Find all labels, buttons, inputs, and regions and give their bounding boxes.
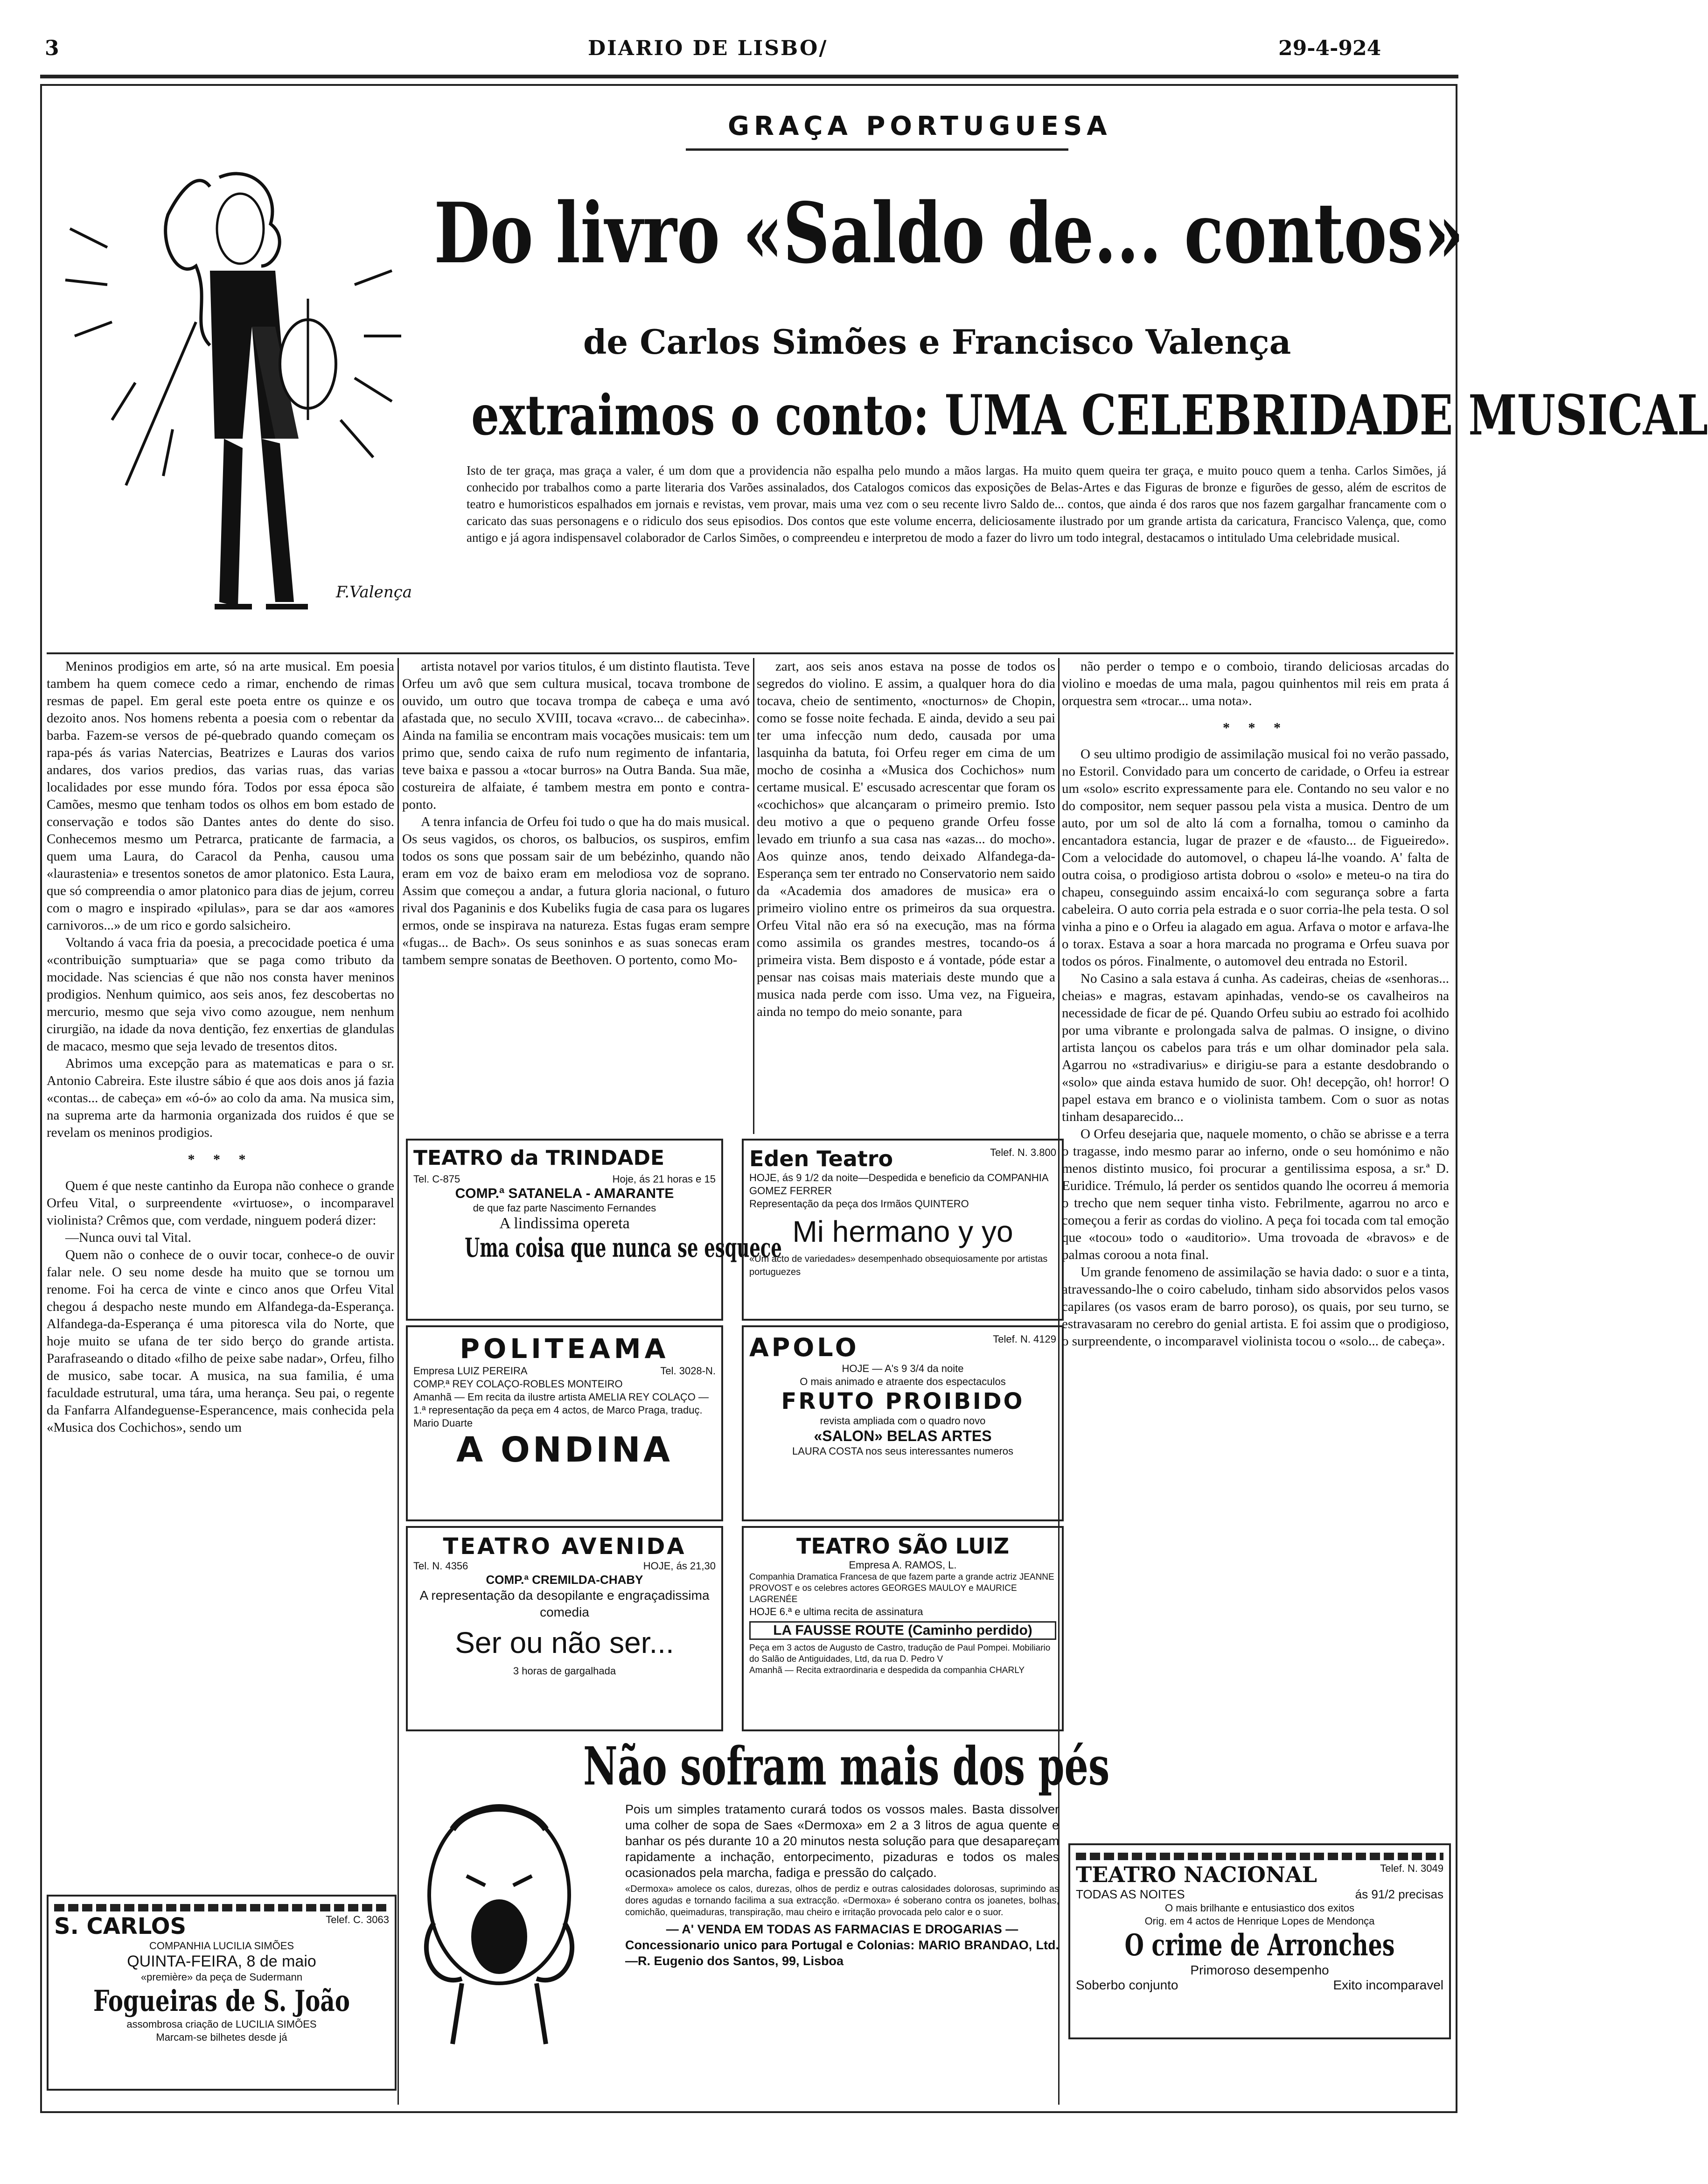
ad-teatro-trindade xyxy=(406,1139,782,1321)
column-1-paragraph: Meninos prodigios em arte, só na arte musical. Em poesia tambem ha quem comece cedo a rimar, enchendo de rimas resmas de papel. Em geral este poeta entre os quinze e os dezoito anos. Nos homens rebenta a poesia com o rebentar da barba. Fazem-se versos de pé-quebrado quando começam os rapa-pés ás varias Natercias, Beatrizes e Lauras dos varios andares, dos varios predios, das varias ruas, das varias localidades por esse mundo fóra. Todos por essa época são Camões, mesmo que tenham todos os olhos em bom estado de conservação e todos são Dantes antes do dente do siso. Conhecemos mesmo um Petrarca, praticante de farmacia, a quem uma Laura, do Caracol da Penha, causou uma «laurastenia» e tresentos sonetos de amor platonico. Esta Laura, que só compreendia o amor platonico para dias de jejum, correu com o magro e inspirado «pilulas», para se dar aos «amores carnivoros...» de um rico e gordo salsicheiro. xyxy=(47,659,394,933)
ad-teatro-nacional xyxy=(1068,1843,1451,2039)
section-break: * * * xyxy=(188,1152,253,1167)
ad-body: Pois um simples tratamento curará todos os vossos males. Basta dissolver uma colher de sopa de Saes «Dermoxa» em 2 a 3 litros de agua quente e banhar os pés durante 10 a 20 minutos nesta solução para que desapareçam rapidamente a inchação, entorpecimento, pizaduras e todos os males ocasionados pela marcha, fadiga e pressão do calçado. xyxy=(625,1802,1059,1880)
intro-rule xyxy=(47,652,1454,654)
ad-line: revista ampliada com o quadro novo xyxy=(820,1415,986,1427)
decorative-border xyxy=(54,1904,389,1911)
ad-title: TEATRO da TRINDADE xyxy=(413,1146,665,1170)
ad-line: Exito incomparavel xyxy=(1333,1978,1443,1992)
ad-title: S. CARLOS xyxy=(54,1913,187,1939)
ad-line: «première» da peça de Sudermann xyxy=(140,1971,303,1983)
ad-line: Primoroso desempenho xyxy=(1190,1963,1329,1977)
decorative-border xyxy=(1076,1853,1443,1860)
ad-show-title: Mi hermano y yo xyxy=(792,1215,1013,1248)
column-1 xyxy=(47,658,394,2095)
illustration-signature: F.Valença xyxy=(336,583,412,602)
header-rule xyxy=(40,75,1458,78)
headline: Do livro «Saldo de... contos» xyxy=(434,184,1464,282)
ad-line: HOJE — A's 9 3/4 da noite xyxy=(842,1363,964,1374)
ad-line: O mais animado e atraente dos espectaculos xyxy=(800,1376,1006,1387)
ad-sao-carlos xyxy=(47,1895,397,2091)
column-1-paragraph: Abrimos uma excepção para as matematicas e para o sr. Antonio Cabreira. Este ilustre sábio é que aos dois anos já fazia «contas... de cabeça» em «ó-ó» ao colo da ama. Na musica sim, na suprema arte da harmonia organizada dos ruidos é que se revelam os meninos prodigios. xyxy=(47,1056,394,1140)
ad-phone: Telef. N. 3049 xyxy=(1380,1862,1443,1874)
ad-line: Empresa A. RAMOS, L. xyxy=(849,1559,957,1571)
ad-credit: de que faz parte Nascimento Fernandes xyxy=(473,1202,656,1214)
column-4-paragraph: não perder o tempo e o comboio, tirando deliciosas arcadas do violino e moedas de uma mala, pagou quinhentos mil reis em prata á orquestra sem «trocar... uma nota». xyxy=(1062,659,1449,708)
column-3-paragraph: zart, aos seis anos estava na posse de todos os segredos do violino. E assim, a qualquer hora do dia tocava, cheio de sentimento, «nocturnos» de Chopin, como se fosse noite fechada. E ainda, devido a seu pai ter uma infecção num dedo, causada por uma lasquinha da batuta, foi Orfeu reger em cima de um mocho de cosinha a «Musica dos Cochichos» num certame musical. E' escusado acrescentar que foram os «cochichos» que alcançaram o primeiro premio. Isto deu motivo a que o pequeno grande Orfeu fosse levado em triunfo a sua casa nas «azas... do mocho». Aos quinze anos, tendo deixado Alfandega-da-Esperança sem ter entrado no Conservatorio nem saido da «Academia dos amadores de musica» era o primeiro violino entre os primeiros da sua orquestra. Orfeu Vital não era só na execução, mas na fórma como assimila os grandes mestres, tocando-os á primeira vista. Bem disposto e á vontade, póde estar a pensar nas coisas mais materiais deste mundo que a musica nada perde com isso. Uma vez, na Figueira, ainda no tempo do meio sonante, para xyxy=(757,659,1055,1019)
column-3 xyxy=(757,658,1055,1134)
ad-eden-teatro xyxy=(742,1139,1064,1321)
column-4-paragraph: No Casino a sala estava á cunha. As cadeiras, cheias de «senhoras... cheias» e magras, estavam apinhadas, vendo-se os cavalheiros na necessidade de ficar de pé. Quando Orfeu subiu ao estrado foi acolhido por uma vibrante e prolongada salva de palmas. O insigne, o divino artista lançou os cabelos para trás e um olhar dominador pela sala. Agarrou no «stradivarius» e dirigiu-se para a estante desdobrando o «solo» que ainda estava humido de suor. Oh! decepção, oh! horror! O papel estava em branco e o violinista tambem. Com o suor as notas tinham desaparecido... xyxy=(1062,971,1449,1124)
ad-description: A representação da desopilante e engraçadissima comedia xyxy=(419,1588,710,1619)
ad-teatro-avenida xyxy=(406,1526,723,1731)
ad-show-title: LA FAUSSE ROUTE (Caminho perdido) xyxy=(749,1621,1056,1640)
ad-line: COMP.ª REY COLAÇO-ROBLES MONTEIRO xyxy=(413,1378,623,1390)
ad-phone: Telef. C. 3063 xyxy=(326,1914,389,1925)
section-title-rule xyxy=(686,148,1068,151)
ad-phone: Tel. N. 4356 xyxy=(413,1560,468,1572)
ad-line: Marcam-se bilhetes desde já xyxy=(156,2031,287,2043)
ad-company: COMP.ª SATANELA - AMARANTE xyxy=(455,1186,674,1201)
ad-line: assombrosa criação de LUCILIA SIMÕES xyxy=(126,2018,317,2030)
column-4 xyxy=(1062,658,1449,1839)
ad-sales-note: — A' VENDA EM TODAS AS FARMACIAS E DROGARIAS — xyxy=(666,1922,1018,1936)
ad-line: HOJE, ás 9 1/2 da noite—Despedida e beneficio da COMPANHIA GOMEZ FERRER xyxy=(749,1172,1048,1197)
ad-apolo xyxy=(742,1325,1064,1521)
byline: de Carlos Simões e Francisco Valença xyxy=(583,322,1291,362)
ad-show-title: Uma coisa que nunca se esquece xyxy=(465,1232,782,1263)
ad-title: POLITEAMA xyxy=(460,1333,669,1365)
ad-title: APOLO xyxy=(749,1333,859,1362)
ad-show-title: FRUTO PROIBIDO xyxy=(781,1388,1025,1414)
issue-date: 29-4-924 xyxy=(1278,36,1381,60)
ad-company: COMP.ª CREMILDA-CHABY xyxy=(486,1573,643,1587)
ad-line: COMPANHIA LUCILIA SIMÕES xyxy=(149,1940,294,1952)
ad-line: Amanhã — Em recita da ilustre artista AMELIA REY COLAÇO — 1.ª representação da peça em 4 actos, de Marco Praga, traduç. Mario Duarte xyxy=(413,1391,709,1429)
ad-body: «Dermoxa» amolece os calos, durezas, olhos de perdiz e outras calosidades dolorosas, suprimindo as dores agudas e tornando facilima a sua extracção. «Dermoxa» é soberano contra os joanetes, bolhas, comichão, queimaduras, transpiração, mau cheiro e irritação provocada pelo calor e o suor. xyxy=(625,1884,1059,1918)
ad-line: O mais brilhante e entusiastico dos exitos xyxy=(1165,1902,1354,1914)
subheadline: extraimos o conto: UMA CELEBRIDADE MUSICAL xyxy=(471,383,1708,448)
ad-teatro-sao-luiz xyxy=(742,1526,1064,1731)
column-2-paragraph: artista notavel por varios titulos, é um distinto flautista. Teve Orfeu um avô que sem cultura musical, tocava trombone de ouvido, um outro que tocava trompa de cabeça e uma avó afastada que, no seculo XVIII, tocava «cravo... de cabecinha». Ainda na familia se encontram mais vocações musicais: tem um primo que, sendo caixa de rufo num regimento de infantaria, teve baixa e passou a «tocar burros» na Outra Banda. Sua mãe, costureira de alfaiate, é tambem mestra em ponto e contra-ponto. xyxy=(402,659,750,812)
ad-politeama xyxy=(406,1325,723,1521)
ad-line: Companhia Dramatica Francesa de que fazem parte a grande actriz JEANNE PROVOST e os celebres actores GEORGES MAULOY e MAURICE LAGRENÉE xyxy=(749,1572,1054,1604)
ad-line: ás 91/2 precisas xyxy=(1355,1887,1443,1901)
intro-paragraph: Isto de ter graça, mas graça a valer, é um dom que a providencia não espalha pelo mundo a mãos largas. Ha muito quem queira ter graça, e muito pouco quem a tenha. Carlos Simões, já conhecido por trabalhos como a parte literaria dos Varões assinalados, dos Catalogos comicos das exposições de Belas-Artes e das Figuras de bronze e figurões de gesso, além de escritos de teatro e humoristicos espalhados em jornais e revistas, vem provar, mais uma vez com o seu recente livro Saldo de... contos, que ainda é dos raros que nos fazem gargalhar francamente com o caricato das suas personagens e o ridiculo dos seus episodios. Dos contos que este volume encerra, deliciosamente ilustrado por um grande artista da caricatura, Francisco Valença, que, como antigo e já agora indispensavel colaborador de Carlos Simões, o compreendeu e interpretou de modo a fazer do livro um todo integral, destacamos o intitulado Uma celebridade musical. xyxy=(467,463,1446,545)
column-2 xyxy=(402,658,750,1134)
ad-headline: Não sofram mais dos pés xyxy=(583,1736,1110,1797)
ad-line: Soberbo conjunto xyxy=(1076,1978,1178,1992)
ad-phone: Telef. N. 3.800 xyxy=(990,1147,1056,1158)
ad-line: «SALON» BELAS ARTES xyxy=(814,1428,992,1444)
ad-line: LAURA COSTA nos seus interessantes numeros xyxy=(792,1445,1014,1457)
ad-title: TEATRO AVENIDA xyxy=(443,1533,686,1560)
ad-showtime: Hoje, ás 21 horas e 15 xyxy=(612,1173,716,1185)
ad-line: «Um acto de variedades» desempenhado obsequiosamente por artistas portuguezes xyxy=(749,1254,1048,1277)
ad-show-title: Fogueiras de S. João xyxy=(93,1984,350,2018)
ad-line: Orig. em 4 actos de Henrique Lopes de Mendonça xyxy=(1144,1915,1375,1927)
section-break: * * * xyxy=(1223,720,1288,735)
column-4-paragraph: O seu ultimo prodigio de assimilação musical foi no verão passado, no Estoril. Convidado para um concerto de caridade, o Orfeu ia estrear um «solo» escrito expressamente para ele. Contando no seu valor e no do compositor, nem sequer passou pela vista a musica. Dentro de um auto, por um sol de alto lá com a fornalha, tomou o caminho da encantadora estancia, lugar de prazer e de «fausto... de Figueiredo». Com a velocidade do automovel, o chapeu lá-lhe voando. A' falta de outra coisa, o prodigioso artista dobrou o «solo» e meteu-o na tira do chapeu, conseguindo assim encaixá-lo com segurança sobre a farta cabeleira. O auto corria pela estrada e o suor corria-lhe pela testa. O sol vinha a pino e o Orfeu ia alagado em agua. Arfava o motor e arfava-lhe o torax. Estava a soar a hora marcada no programa e Orfeu suava por todos os póros. Finalmente, o automovel deu entrada no Estoril. xyxy=(1062,747,1449,969)
section-title: GRAÇA PORTUGUESA xyxy=(728,111,1112,141)
ad-phone: Tel. C-875 xyxy=(413,1173,460,1185)
screaming-man-illustration xyxy=(406,1783,593,2044)
column-1-paragraph: Quem não o conhece de o ouvir tocar, conhece-o de ouvir falar nele. O seu nome desde ha muito que se tornou um renome. Foi ha cerca de vinte e cinco anos que Orfeu Vital chegou á despacho neste mundo em Alfandega-da-Esperança. Alfandega-da-Esperança é uma pitoresca vila do Norte, que hoje muito se ufana de ter sido berço do grande artista. Parafraseando o ditado «filho de peixe sabe nadar», Orfeu, filho de musico, sabe tocar. A musica, na sua familia, é uma faculdade estrutural, uma tára, uma herança. Seu pai, o regente da Fanfarra Alfandeguense-Esperancence, mais conhecida pela «Musica dos Cochichos», sendo um xyxy=(47,1247,394,1435)
ad-title: Eden Teatro xyxy=(749,1146,893,1171)
column-1-paragraph: —Nunca ouvi tal Vital. xyxy=(65,1230,191,1245)
column-1-paragraph: Quem é que neste cantinho da Europa não conhece o grande Orfeu Vital, o surpreendente «virtuose», o incomparavel violinista? Crêmos que, com verdade, ninguem poderá dizer: xyxy=(47,1178,394,1228)
ad-title: TEATRO NACIONAL xyxy=(1076,1862,1318,1887)
ad-line: Empresa LUIZ PEREIRA xyxy=(413,1365,528,1377)
ad-line: TODAS AS NOITES xyxy=(1076,1887,1185,1901)
ad-phone: Tel. 3028-N. xyxy=(660,1365,716,1377)
ad-title: TEATRO SÃO LUIZ xyxy=(796,1533,1010,1559)
page-number: 3 xyxy=(45,36,59,60)
column-4-paragraph: O Orfeu desejaria que, naquele momento, o chão se abrisse e a terra o tragasse, indo mesmo parar ao inferno, onde o seu homónimo e não menos distinto musico, foi procurar a gentilissima esposa, a sr.ª D. Euridice. Trémulo, lá perder os sentidos quando lhe ocorreu á memoria o trecho que nem sequer tinha visto. Febrilmente, agarrou no arco e começou a ferir as cordas do violino. A peça foi tocada com tal emoção que «tocou» todo o «auditorio». Uma trovoada de «bravos» e de palmas coroou a nota final. xyxy=(1062,1127,1449,1262)
ad-description: A lindissima opereta xyxy=(499,1215,630,1232)
ad-line: HOJE 6.ª e ultima recita de assinatura xyxy=(749,1606,923,1617)
column-rule xyxy=(397,658,399,2105)
ad-footer: 3 horas de gargalhada xyxy=(513,1665,616,1677)
ad-line: Representação da peça dos Irmãos QUINTERO xyxy=(749,1198,969,1210)
column-2-paragraph: A tenra infancia de Orfeu foi tudo o que ha do mais musical. Os seus vagidos, os choros, os balbucios, os suspiros, emfim todos os sons que possam sair de um bebézinho, quando não eram em voz de baixo eram em melodiosa voz de soprano. Assim que começou a andar, a futura gloria nacional, o futuro rival dos Paganinis e dos Kubeliks fugia de casa para os lugares ermos, onde se inspirava na natureza. Estas fugas eram sempre «fugas... de Bach». Os seus soninhos e as suas sonecas eram tambem sempre sonatas de Beethoven. O portento, como Mo- xyxy=(402,814,750,967)
newspaper-title: DIARIO DE LISBO/ xyxy=(588,36,828,60)
column-rule xyxy=(753,658,754,1134)
ad-line: Peça em 3 actos de Augusto de Castro, tradução de Paul Pompei. Mobiliario do Salão de Antiguidades, Ltd, da rua D. Pedro V xyxy=(749,1643,1051,1664)
column-1-paragraph: Voltando á vaca fria da poesia, a precocidade poetica é uma «contribuição sumptuaria» que se paga como tributo da mocidade. Nas sciencias é que não nos consta haver meninos prodigios. Nenhum quimico, aos seis anos, fez descobertas no mercurio, mesmo que seja vivo como azougue, nem nenhum cirurgião, na idade da nova dentição, fez enxertias de glandulas de macaco, mesmo que seja levado de tresentos ditos. xyxy=(47,935,394,1054)
ad-distributor: Concessionario unico para Portugal e Colonias: MARIO BRANDAO, Ltd.—R. Eugenio dos Santos, 99, Lisboa xyxy=(625,1938,1059,1968)
column-4-paragraph: Um grande fenomeno de assimilação se havia dado: o suor e a tinta, atravessando-lhe o coiro cabeludo, tinham sido absorvidos pelos vasos capilares (os vasos eram de barro poroso), os quais, por seu turno, se estravasaram no cerebro do genial artista. E foi assim que o prodigioso, o surpreendente, o incomparavel violinista tocou o «solo... de cabeça». xyxy=(1062,1265,1449,1349)
ad-phone: Telef. N. 4129 xyxy=(993,1333,1056,1345)
ad-show-title: Ser ou não ser... xyxy=(455,1626,674,1659)
ad-showtime: HOJE, ás 21,30 xyxy=(643,1560,716,1572)
violinist-caricature-illustration xyxy=(56,159,439,635)
ad-line: Amanhã — Recita extraordinaria e despedida da companhia CHARLY xyxy=(749,1666,1025,1675)
ad-dermoxa xyxy=(406,1736,1110,2109)
ad-show-title: O crime de Arronches xyxy=(1124,1928,1395,1963)
ad-line: QUINTA-FEIRA, 8 de maio xyxy=(127,1953,316,1970)
ad-show-title: A ONDINA xyxy=(456,1430,673,1470)
